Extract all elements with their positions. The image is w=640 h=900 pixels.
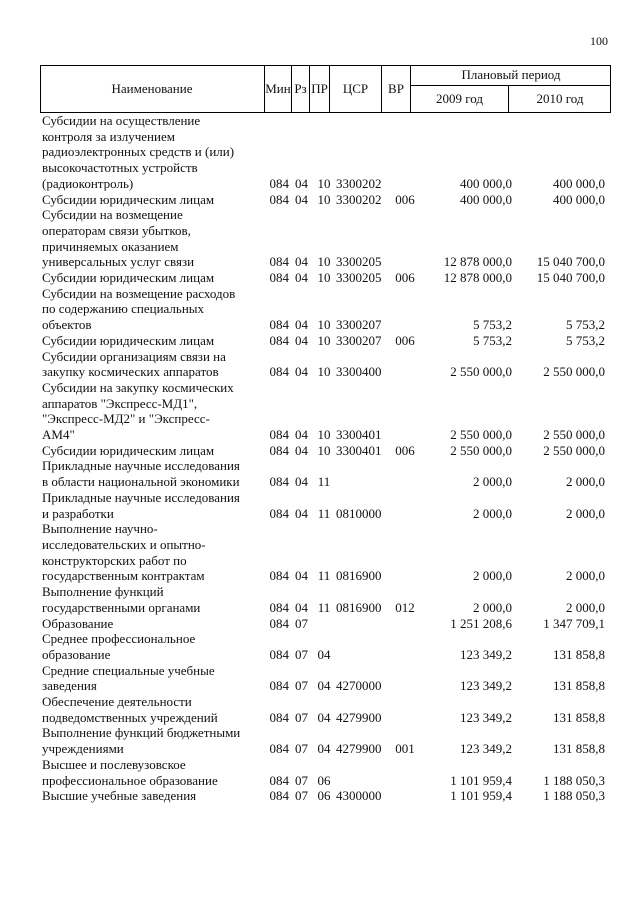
- header-rz: Рз: [291, 65, 309, 113]
- header-csr: ЦСР: [329, 65, 381, 113]
- cell-2009: 123 349,2: [460, 646, 512, 662]
- cell-2010: 1 188 050,3: [543, 772, 605, 788]
- cell-vr: [394, 474, 416, 490]
- cell-min: 084: [269, 615, 289, 631]
- cell-vr: [394, 364, 416, 380]
- table-header: [40, 65, 611, 113]
- table-row: [40, 694, 611, 725]
- cell-name-line: закупку космических аппаратов: [42, 364, 219, 380]
- cell-name-line: Субсидии на осуществление: [42, 113, 201, 128]
- cell-min: 084: [269, 678, 289, 694]
- cell-pr: 04: [317, 678, 331, 694]
- table-row: [40, 521, 611, 584]
- cell-name: [40, 333, 264, 349]
- cell-rz: 07: [295, 646, 308, 662]
- cell-name-line: заведения: [42, 678, 97, 694]
- cell-csr: 3300401: [336, 427, 382, 443]
- cell-csr: 0816900: [336, 568, 382, 584]
- cell-min: 084: [269, 772, 289, 788]
- cell-pr: 10: [317, 175, 331, 191]
- cell-name-line: Выполнение функций: [42, 584, 164, 600]
- cell-2010: 15 040 700,0: [536, 270, 605, 286]
- header-year-2009: 2009 год: [410, 85, 508, 113]
- cell-name-line: государственными органами: [42, 599, 201, 615]
- cell-min: 084: [269, 427, 289, 443]
- cell-name-line: аппаратов "Экспресс-МД1",: [42, 395, 198, 411]
- cell-pr: 10: [317, 270, 331, 286]
- cell-2010: 2 550 000,0: [543, 442, 605, 458]
- cell-rz: 07: [295, 709, 308, 725]
- cell-2010: 131 858,8: [553, 741, 605, 757]
- cell-name-line: учреждениями: [42, 741, 124, 757]
- cell-2010: 2 000,0: [566, 568, 605, 584]
- cell-min: 084: [269, 741, 289, 757]
- cell-pr: 10: [317, 317, 331, 333]
- cell-rz: 04: [295, 474, 308, 490]
- cell-vr: [394, 773, 416, 789]
- cell-name-line: конструкторских работ по: [42, 552, 187, 568]
- cell-min: 084: [269, 175, 289, 191]
- header-name: Наименование: [111, 81, 193, 96]
- table-body: [40, 113, 611, 804]
- cell-2009: 5 753,2: [473, 317, 512, 333]
- cell-name-line: Высшее и послевузовское: [42, 756, 186, 772]
- cell-2009: 12 878 000,0: [443, 270, 512, 286]
- cell-2010: 1 188 050,3: [543, 788, 605, 804]
- cell-rz: 04: [295, 191, 308, 207]
- cell-vr: [394, 427, 416, 443]
- cell-name: [40, 757, 264, 788]
- cell-rz: 07: [295, 788, 308, 804]
- cell-name: [40, 521, 264, 584]
- cell-vr: [394, 254, 416, 270]
- table-row: [40, 663, 611, 694]
- cell-2009: 2 000,0: [473, 568, 512, 584]
- cell-pr: 04: [317, 741, 331, 757]
- cell-vr: [394, 176, 416, 192]
- cell-pr: 04: [317, 646, 331, 662]
- cell-min: 084: [269, 599, 289, 615]
- cell-csr: 4300000: [336, 788, 382, 804]
- cell-rz: 04: [295, 332, 308, 348]
- cell-name: [40, 631, 264, 662]
- cell-vr: [394, 678, 416, 694]
- cell-name: [40, 458, 264, 489]
- cell-2010: 5 753,2: [566, 332, 605, 348]
- cell-name: [40, 725, 264, 756]
- cell-name: [40, 663, 264, 694]
- table-row: [40, 443, 611, 459]
- cell-name: [40, 349, 264, 380]
- cell-csr: 3300205: [336, 270, 382, 286]
- cell-csr: 4279900: [336, 709, 382, 725]
- cell-rz: 04: [295, 599, 308, 615]
- cell-csr: 3300401: [336, 442, 382, 458]
- cell-name-line: объектов: [42, 317, 92, 333]
- header-pr: ПР: [309, 65, 329, 113]
- table-row: [40, 207, 611, 270]
- cell-name-line: Образование: [42, 615, 114, 631]
- cell-name-line: Прикладные научные исследования: [42, 458, 240, 474]
- cell-2009: 5 753,2: [473, 332, 512, 348]
- cell-2009: 1 101 959,4: [450, 772, 512, 788]
- cell-rz: 04: [295, 427, 308, 443]
- cell-min: 084: [269, 442, 289, 458]
- table-row: [40, 192, 611, 208]
- cell-name-line: "Экспресс-МД2" и "Экспресс-: [42, 411, 210, 427]
- header-min: Мин: [264, 65, 291, 113]
- cell-csr: 3300207: [336, 332, 382, 348]
- cell-name: [40, 270, 264, 286]
- header-year-2010: 2010 год: [508, 85, 611, 113]
- cell-name: [40, 490, 264, 521]
- cell-csr: 4279900: [336, 741, 382, 757]
- cell-2009: 2 000,0: [473, 505, 512, 521]
- cell-pr: 10: [317, 332, 331, 348]
- cell-min: 084: [269, 364, 289, 380]
- cell-name-line: Высшие учебные заведения: [42, 788, 197, 804]
- cell-2009: 2 550 000,0: [450, 364, 512, 380]
- cell-name-line: подведомственных учреждений: [42, 709, 218, 725]
- cell-name-line: образование: [42, 646, 111, 662]
- table-row: [40, 458, 611, 489]
- cell-name-line: в области национальной экономики: [42, 474, 240, 490]
- cell-vr: 012: [395, 599, 415, 615]
- cell-2010: 131 858,8: [553, 709, 605, 725]
- cell-2009: 2 550 000,0: [450, 427, 512, 443]
- table-row: [40, 757, 611, 788]
- cell-name-line: высокочастотных устройств: [42, 160, 198, 176]
- cell-vr: [394, 568, 416, 584]
- cell-min: 084: [269, 505, 289, 521]
- cell-name-line: Субсидии юридическим лицам: [42, 270, 215, 286]
- cell-name: [40, 584, 264, 615]
- cell-2010: 131 858,8: [553, 646, 605, 662]
- cell-name-line: Обеспечение деятельности: [42, 694, 192, 710]
- table-row: [40, 270, 611, 286]
- cell-name-line: Субсидии юридическим лицам: [42, 191, 215, 207]
- cell-name-line: исследовательских и опытно-: [42, 536, 206, 552]
- cell-pr: [314, 616, 334, 632]
- cell-csr: 3300202: [336, 191, 382, 207]
- table-row: [40, 380, 611, 443]
- page-number: 100: [590, 34, 608, 48]
- cell-name-line: радиоэлектронных средств и (или): [42, 144, 235, 160]
- table-row: [40, 631, 611, 662]
- cell-rz: 07: [295, 772, 308, 788]
- cell-min: 084: [269, 788, 289, 804]
- cell-pr: 11: [317, 568, 331, 584]
- cell-2009: 2 000,0: [473, 599, 512, 615]
- cell-csr: [334, 773, 394, 789]
- cell-rz: 04: [295, 175, 308, 191]
- cell-pr: 06: [317, 788, 331, 804]
- table-row: [40, 333, 611, 349]
- cell-name-line: Средние специальные учебные: [42, 662, 215, 678]
- cell-rz: 04: [295, 364, 308, 380]
- cell-name-line: Субсидии на закупку космических: [42, 379, 234, 395]
- cell-name-line: государственным контрактам: [42, 568, 205, 584]
- cell-vr: 006: [395, 270, 415, 286]
- cell-vr: 006: [395, 191, 415, 207]
- cell-min: 084: [269, 332, 289, 348]
- cell-2010: 1 347 709,1: [543, 615, 605, 631]
- cell-name-line: Выполнение научно-: [42, 521, 158, 537]
- cell-csr: 0810000: [336, 505, 382, 521]
- cell-2009: 400 000,0: [460, 191, 512, 207]
- cell-2009: 400 000,0: [460, 175, 512, 191]
- cell-2009: 123 349,2: [460, 709, 512, 725]
- cell-name-line: универсальных услуг связи: [42, 254, 195, 270]
- cell-2010: 5 753,2: [566, 317, 605, 333]
- cell-pr: 10: [317, 364, 331, 380]
- cell-2009: 123 349,2: [460, 741, 512, 757]
- cell-vr: 006: [395, 442, 415, 458]
- cell-2010: 400 000,0: [553, 191, 605, 207]
- table-row: [40, 286, 611, 333]
- cell-2009: 1 101 959,4: [450, 788, 512, 804]
- cell-2009: 123 349,2: [460, 678, 512, 694]
- cell-name-line: контроля за излучением: [42, 128, 175, 144]
- cell-min: 084: [269, 474, 289, 490]
- cell-name-line: Субсидии на возмещение расходов: [42, 285, 236, 301]
- cell-2010: 2 000,0: [566, 474, 605, 490]
- cell-min: 084: [269, 317, 289, 333]
- cell-pr: 11: [317, 474, 331, 490]
- cell-2009: 2 000,0: [473, 474, 512, 490]
- cell-name: [40, 380, 264, 443]
- cell-rz: 07: [295, 678, 308, 694]
- cell-csr: 4270000: [336, 678, 382, 694]
- cell-name: [40, 286, 264, 333]
- cell-pr: 04: [317, 709, 331, 725]
- cell-min: 084: [269, 270, 289, 286]
- cell-name-line: АМ4": [42, 427, 75, 443]
- cell-min: 084: [269, 254, 289, 270]
- table-row: [40, 725, 611, 756]
- cell-name-line: по содержанию специальных: [42, 301, 205, 317]
- cell-name-line: причиняемых оказанием: [42, 238, 179, 254]
- cell-2010: 400 000,0: [553, 175, 605, 191]
- cell-2010: 15 040 700,0: [536, 254, 605, 270]
- cell-name: [40, 788, 264, 804]
- cell-rz: 07: [295, 741, 308, 757]
- cell-name: [40, 443, 264, 459]
- cell-pr: 10: [317, 427, 331, 443]
- cell-pr: 10: [317, 191, 331, 207]
- cell-vr: [394, 647, 416, 663]
- cell-vr: [394, 710, 416, 726]
- cell-name-line: и разработки: [42, 505, 114, 521]
- cell-min: 084: [269, 646, 289, 662]
- header-plan-period: Плановый период: [410, 65, 611, 85]
- cell-csr: 3300202: [336, 175, 382, 191]
- cell-csr: [334, 616, 394, 632]
- cell-name-line: Субсидии юридическим лицам: [42, 332, 215, 348]
- cell-name-line: Среднее профессиональное: [42, 631, 196, 647]
- cell-rz: 04: [295, 254, 308, 270]
- cell-vr: 006: [395, 332, 415, 348]
- cell-2009: 12 878 000,0: [443, 254, 512, 270]
- table-row: [40, 788, 611, 804]
- cell-csr: 3300400: [336, 364, 382, 380]
- cell-name-line: Субсидии организациям связи на: [42, 348, 226, 364]
- header-vr: ВР: [381, 65, 410, 113]
- cell-min: 084: [269, 709, 289, 725]
- cell-2009: 2 550 000,0: [450, 442, 512, 458]
- cell-min: 084: [269, 568, 289, 584]
- cell-csr: 3300205: [336, 254, 382, 270]
- cell-2010: 131 858,8: [553, 678, 605, 694]
- cell-name-line: Субсидии на возмещение: [42, 207, 183, 223]
- cell-name-line: Прикладные научные исследования: [42, 489, 240, 505]
- cell-name-line: (радиоконтроль): [42, 175, 134, 191]
- cell-csr: 0816900: [336, 599, 382, 615]
- cell-name: [40, 616, 264, 632]
- cell-vr: [394, 616, 416, 632]
- cell-rz: 04: [295, 442, 308, 458]
- cell-vr: [394, 788, 416, 804]
- cell-min: 084: [269, 191, 289, 207]
- cell-name-line: профессиональное образование: [42, 772, 218, 788]
- cell-csr: [334, 647, 394, 663]
- table-row: [40, 616, 611, 632]
- cell-2009: 1 251 208,6: [450, 615, 512, 631]
- table-row: [40, 584, 611, 615]
- cell-name: [40, 113, 264, 192]
- table-row: [40, 349, 611, 380]
- cell-name-line: Субсидии юридическим лицам: [42, 442, 215, 458]
- cell-name: [40, 192, 264, 208]
- cell-vr: [394, 506, 416, 522]
- cell-rz: 04: [295, 270, 308, 286]
- cell-rz: 04: [295, 568, 308, 584]
- cell-2010: 2 000,0: [566, 505, 605, 521]
- cell-rz: 07: [295, 615, 308, 631]
- table-row: [40, 490, 611, 521]
- cell-pr: 06: [317, 772, 331, 788]
- cell-name-line: Выполнение функций бюджетными: [42, 725, 241, 741]
- cell-name: [40, 694, 264, 725]
- cell-pr: 10: [317, 254, 331, 270]
- cell-pr: 11: [317, 599, 331, 615]
- cell-2010: 2 000,0: [566, 599, 605, 615]
- table-row: [40, 113, 611, 192]
- cell-pr: 11: [317, 505, 331, 521]
- cell-vr: 001: [395, 741, 415, 757]
- cell-pr: 10: [317, 442, 331, 458]
- cell-2010: 2 550 000,0: [543, 427, 605, 443]
- cell-rz: 04: [295, 505, 308, 521]
- cell-vr: [394, 317, 416, 333]
- cell-2010: 2 550 000,0: [543, 364, 605, 380]
- cell-csr: [334, 474, 394, 490]
- cell-rz: 04: [295, 317, 308, 333]
- cell-csr: 3300207: [336, 317, 382, 333]
- cell-name: [40, 207, 264, 270]
- cell-name-line: операторам связи убытков,: [42, 222, 191, 238]
